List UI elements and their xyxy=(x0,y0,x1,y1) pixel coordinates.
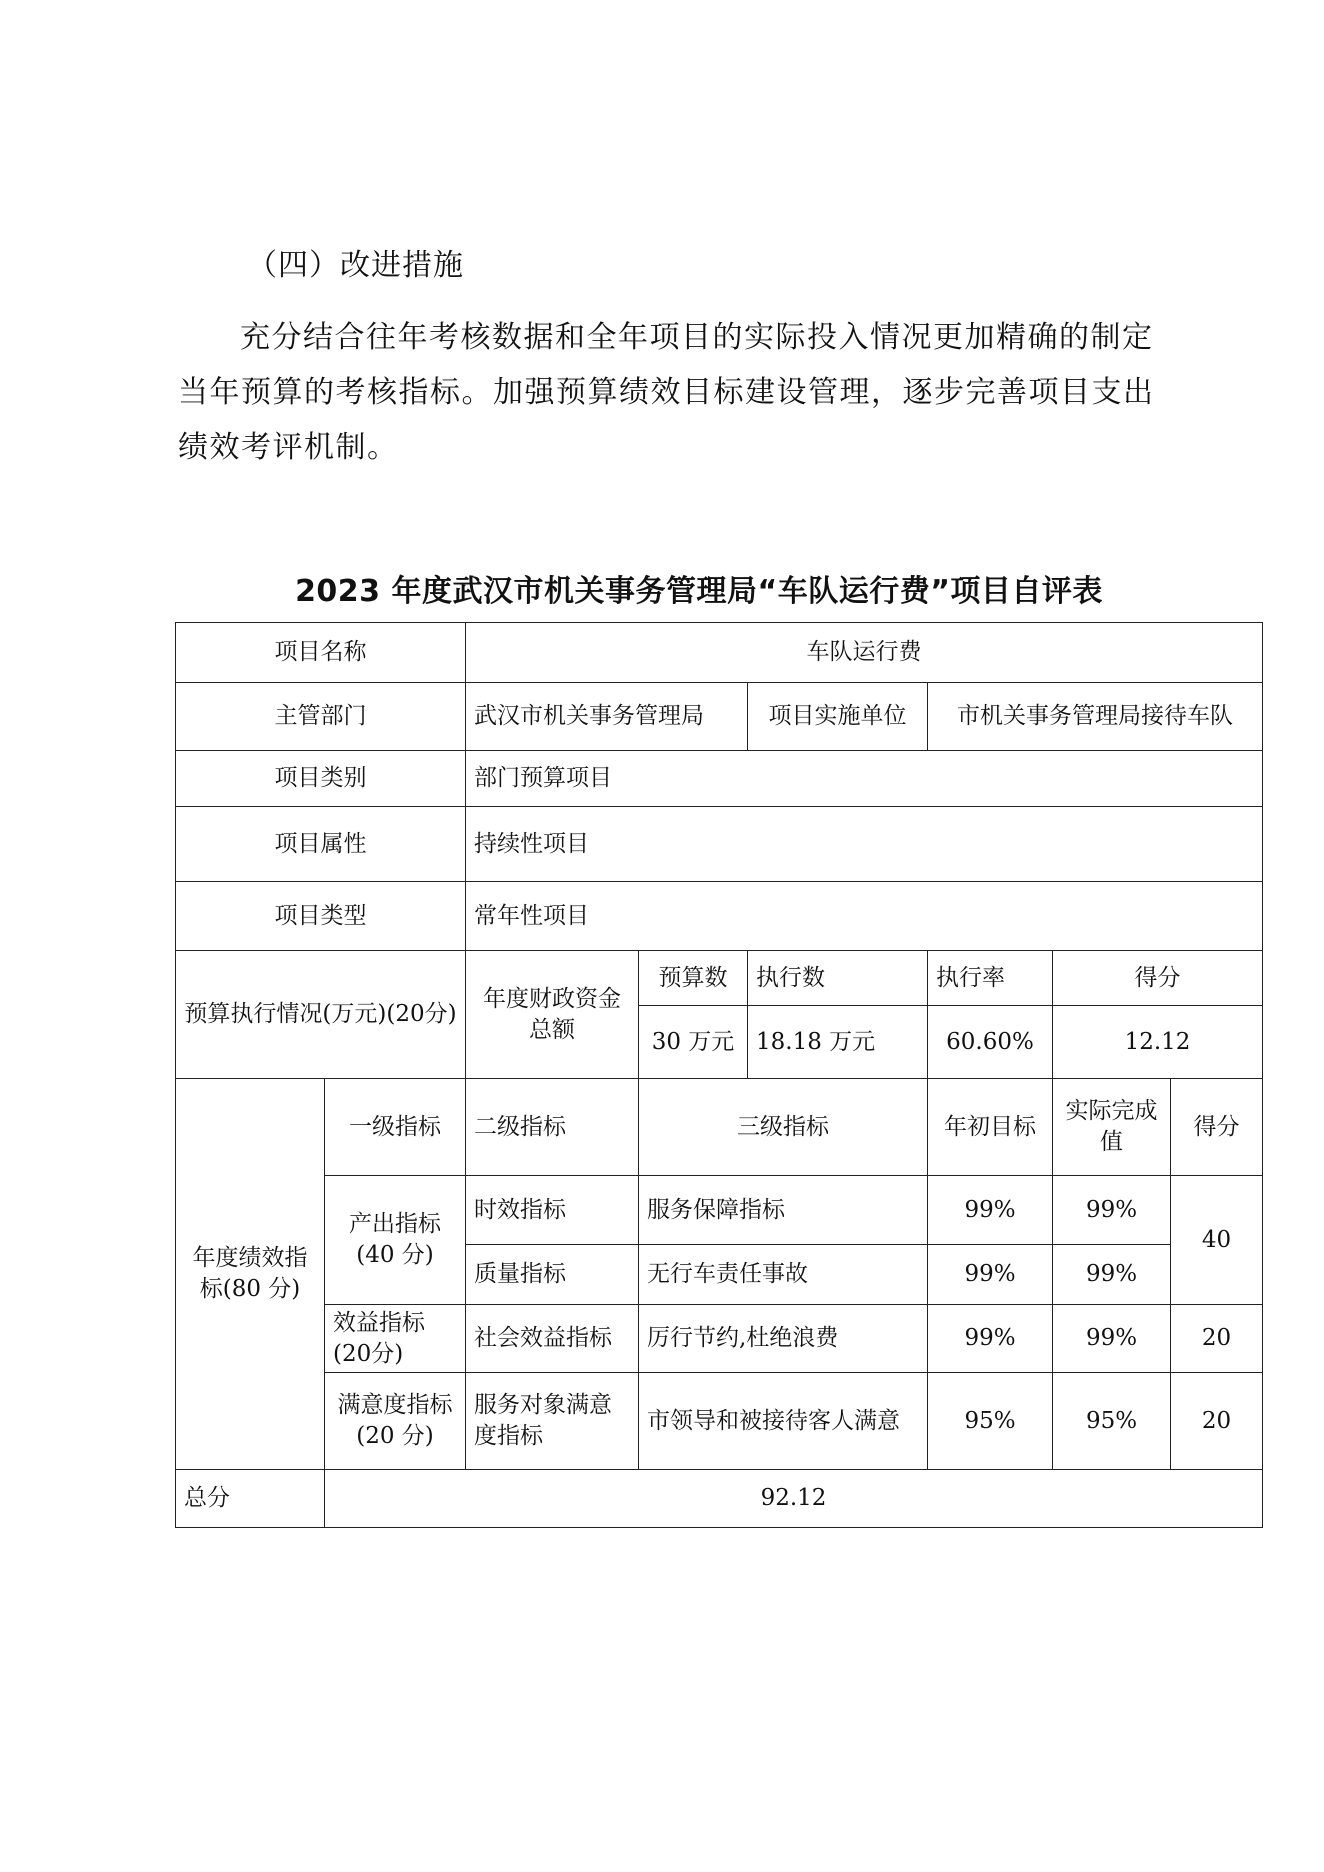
attribute-label: 项目属性 xyxy=(176,807,466,882)
level2-cell: 时效指标 xyxy=(466,1176,639,1245)
table-row xyxy=(176,683,1263,751)
budget-label: 预算执行情况(万元)(20分) xyxy=(176,951,466,1079)
target-header: 年初目标 xyxy=(928,1079,1053,1176)
target-cell: 99% xyxy=(928,1245,1053,1305)
satisfaction-indicator-label: 满意度指标(20 分) xyxy=(325,1373,466,1470)
type-label: 项目类型 xyxy=(176,882,466,951)
level3-cell: 无行车责任事故 xyxy=(639,1245,928,1305)
dept-label: 主管部门 xyxy=(176,683,466,751)
level3-cell: 服务保障指标 xyxy=(639,1176,928,1245)
section-heading: （四）改进措施 xyxy=(247,248,464,283)
table-row xyxy=(176,1079,1263,1176)
impl-unit-value: 市机关事务管理局接待车队 xyxy=(928,683,1263,751)
total-label: 总分 xyxy=(176,1470,325,1528)
target-cell: 99% xyxy=(928,1176,1053,1245)
table-row xyxy=(176,1305,1263,1373)
level2-cell: 质量指标 xyxy=(466,1245,639,1305)
target-cell: 99% xyxy=(928,1305,1053,1373)
dept-value: 武汉市机关事务管理局 xyxy=(466,683,748,751)
exec-header: 执行数 xyxy=(748,951,928,1006)
category-value: 部门预算项目 xyxy=(466,751,1263,807)
level3-header: 三级指标 xyxy=(639,1079,928,1176)
level3-cell: 市领导和被接待客人满意 xyxy=(639,1373,928,1470)
perf-score-header: 得分 xyxy=(1171,1079,1263,1176)
total-value: 92.12 xyxy=(325,1470,1263,1528)
table-row xyxy=(176,882,1263,951)
level1-header: 一级指标 xyxy=(325,1079,466,1176)
actual-cell: 99% xyxy=(1053,1245,1171,1305)
output-score: 40 xyxy=(1171,1176,1263,1305)
rate-header: 执行率 xyxy=(928,951,1053,1006)
level2-cell: 服务对象满意度指标 xyxy=(466,1373,639,1470)
level2-cell: 社会效益指标 xyxy=(466,1305,639,1373)
table-row xyxy=(176,807,1263,882)
output-indicator-label: 产出指标(40 分) xyxy=(325,1176,466,1305)
paragraph-text: 充分结合往年考核数据和全年项目的实际投入情况更加精确的制定当年预算的考核指标。加强预算绩效目标建设管理，逐步完善项目支出绩效考评机制。 xyxy=(178,320,1155,465)
actual-cell: 99% xyxy=(1053,1305,1171,1373)
impl-unit-label: 项目实施单位 xyxy=(748,683,928,751)
table-row xyxy=(176,951,1263,1006)
target-cell: 95% xyxy=(928,1373,1053,1470)
fund-total-label: 年度财政资金总额 xyxy=(466,951,639,1079)
budget-header: 预算数 xyxy=(639,951,748,1006)
rate-value: 60.60% xyxy=(928,1006,1053,1079)
score-cell: 20 xyxy=(1171,1305,1263,1373)
category-label: 项目类别 xyxy=(176,751,466,807)
project-name-label: 项目名称 xyxy=(176,623,466,683)
table-row xyxy=(176,623,1263,683)
improvement-paragraph xyxy=(178,310,1158,475)
table-title: 2023 年度武汉市机关事务管理局“车队运行费”项目自评表 xyxy=(295,574,1103,609)
table-row xyxy=(176,1373,1263,1470)
table-row xyxy=(176,1470,1263,1528)
attribute-value: 持续性项目 xyxy=(466,807,1263,882)
exec-value: 18.18 万元 xyxy=(748,1006,928,1079)
type-value: 常年性项目 xyxy=(466,882,1263,951)
level3-cell: 厉行节约,杜绝浪费 xyxy=(639,1305,928,1373)
actual-cell: 95% xyxy=(1053,1373,1171,1470)
table-row xyxy=(176,1176,1263,1245)
perf-label: 年度绩效指标(80 分) xyxy=(176,1079,325,1470)
actual-cell: 99% xyxy=(1053,1176,1171,1245)
score-cell: 20 xyxy=(1171,1373,1263,1470)
budget-score-value: 12.12 xyxy=(1053,1006,1263,1079)
self-evaluation-table xyxy=(175,622,1263,1528)
table-row xyxy=(176,751,1263,807)
level2-header: 二级指标 xyxy=(466,1079,639,1176)
actual-header: 实际完成值 xyxy=(1053,1079,1171,1176)
benefit-indicator-label: 效益指标(20分) xyxy=(325,1305,466,1373)
project-name-value: 车队运行费 xyxy=(466,623,1263,683)
budget-value: 30 万元 xyxy=(639,1006,748,1079)
budget-score-header: 得分 xyxy=(1053,951,1263,1006)
